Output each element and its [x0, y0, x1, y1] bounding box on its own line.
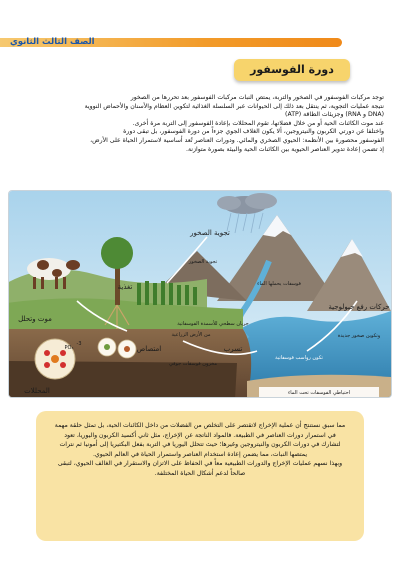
note-paragraph: وبهذا نسهم عمليات الإخراج والدورات الطبيعية معاً في الحفاظ على الاتزان والاستقرار في الغالف الحيوي، لتبقى صالحاً لدعم أشكال الحياة المختلفة.	[57, 460, 343, 477]
label-rock-weathering-small: تجوية الصخور	[188, 259, 218, 265]
label-underwater-reserves: احتياطي الفوسفات تحت الماء	[287, 390, 351, 396]
label-death-decay: موت وتحلل	[18, 315, 52, 323]
intro-line: إذ تضمن إعادة تدوير العناصر الحيوية بين الكائنات الحية والبيئة بصورة متوازنة.	[186, 145, 384, 153]
intro-line: توجد مركبات الفوسفور في الصخور والتربة، يمتص النبات مركبات الفوسفور بعد تحررها من الصخور	[130, 94, 384, 101]
po4-label: PO₄	[64, 345, 74, 351]
intro-line: الفوسفور محصورة بين الأنظمة: الحيوي الصخري والمائي. ودورات العناصر تُعد أساسية لاستمرار الحياة على الأرض،	[90, 136, 384, 144]
conclusion-note	[36, 411, 364, 541]
label-soil-stock: من الأرض الزراعية	[171, 332, 211, 338]
label-fertilizer-runoff: جريان سطحي للأسمدة الفوسفاتية	[177, 321, 249, 327]
phosphorus-cycle-illustration	[8, 191, 391, 398]
po4-charge: 3-	[76, 341, 82, 347]
header-bar	[0, 34, 400, 50]
label-feeding: تغذية	[117, 283, 133, 291]
label-rock-weathering: تجوية الصخور	[190, 229, 230, 237]
label-soil-phosphate-store: مخزون فوسفات جوفي	[168, 361, 218, 367]
note-paragraph: مما سبق نستنتج أن عملية الإخراج لاتقتصر على التخلص من الفضلات من داخل الكائنات الحية، بل تمثل حلقة مهمة في استمرار دورات العناصر في الطبيعة. فالمواد الناتجة عن الإخراج، مثل ثاني أكسيد الكربون واليوريا، تعود لتشارك في دورات الكربون والنيتروجين وغيرها؛ حيث تتحلل اليوريا في التربة بفعل البكتيريا إلى أمونيا ثم نترات يمتصها النبات، مما يضمن إعادة استخدام العناصر واستمرار الحياة في العالم الحيوي.	[54, 422, 346, 458]
label-water-phosphates: فوسفات يحملها الماء	[257, 281, 301, 287]
intro-text	[16, 94, 384, 154]
section-title-box	[234, 59, 350, 81]
intro-line: واختلفا عن دورتي الكربون والنيتروجين، ألا يكون الغلاف الجوي جزءاً من دورة الفوسفور، بل تبقى دورة	[123, 128, 384, 136]
intro-line: نتيجة عمليات التجوية، ثم ينتقل بعد ذلك إلى الحيوانات عبر السلسلة الغذائية لتكوين العظام والأسنان والأحماض النووية	[84, 102, 384, 110]
intro-line: عند موت الكائنات الحية أو من خلال فضلاتها، تقوم المحللات بإعادة الفوسفور إلى التربة مرة أخرى.	[132, 119, 384, 127]
label-absorption: امتصاص	[136, 345, 162, 353]
label-phosphate-formation: تكون رواسب فوسفاتية	[275, 355, 323, 361]
section-title: دورة الفوسفور	[250, 63, 334, 76]
phosphorus-cycle-diagram	[8, 190, 392, 398]
label-leaching: تسرب	[223, 345, 243, 353]
intro-line: (DNA و RNA) وجزيئات الطاقة (ATP)	[285, 111, 384, 119]
label-decomposers: المحللات	[24, 387, 50, 395]
label-geologic-uplift: حركات رفع جيولوجية	[328, 303, 390, 311]
grade-tag: الصف الثالث الثانوي	[10, 37, 95, 47]
label-new-rock-formation: وتكوين صخور جديدة	[337, 333, 381, 339]
